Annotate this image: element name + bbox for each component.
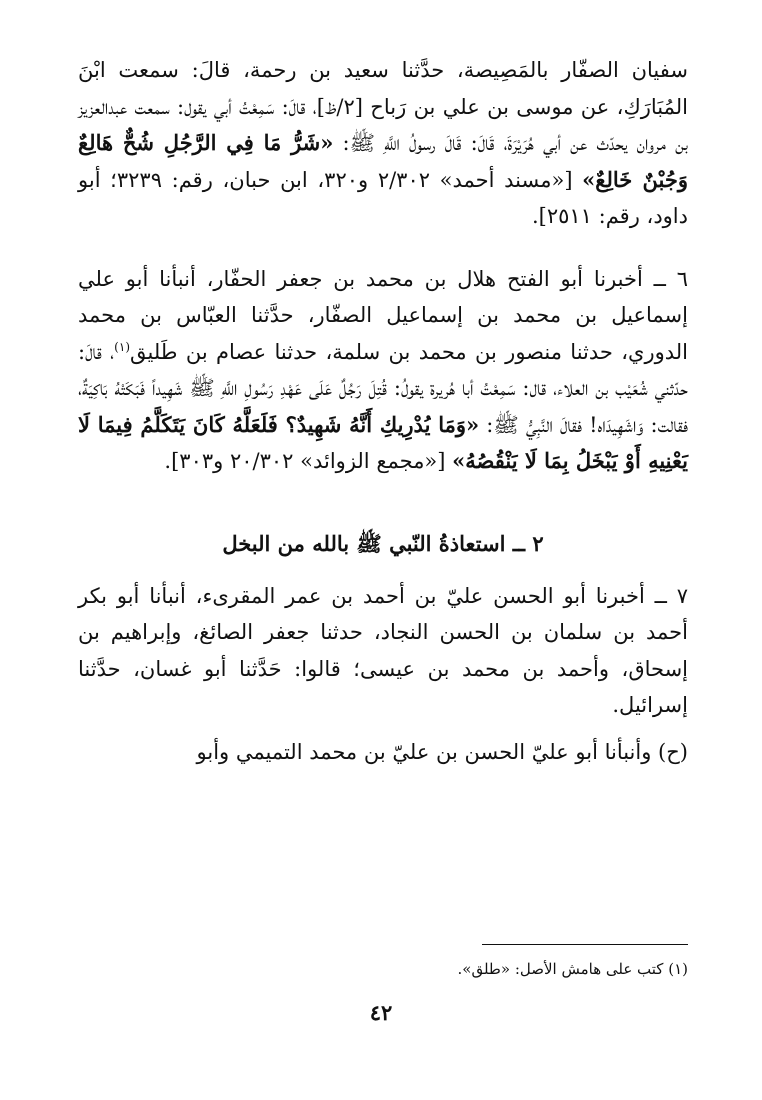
hadith-6-reference: [«مجمع الزوائد» ٢٠/٣٠٢ و٣٠٣]. <box>164 449 453 473</box>
page-body <box>78 52 688 770</box>
hadith-5-text: سفيان الصفّار بالمَصِيصة، حدَّثنا سعيد بن رحمة، قالَ: سمعت ابْنَ المُبَارَكِ، عن موسى بن علي بن رَباح [٢/ظ]، قالَ: سَمِعْتُ أبي يقول: سمعت عبدالعزيز بن مروان يحدّث عن أبي هُرَيْرَةَ، قَالَ: قَالَ رسولُ اللَّهِ ﷺ: <box>78 58 689 155</box>
footnote: (١) كتب على هامش الأصل: «طلق». <box>457 960 688 978</box>
hadith-6-text: ، قالَ: حدّثني شُعَيْب بن العلاء، قال: سَمِعْتُ أبا هُريرة يقولُ: قُتِلَ رَجُلٌ عَلَى عَهْدِ رَسُولِ اللَّهِ ﷺ شَهِيداً فَبَكَتْهُ بَاكِيَةٌ، فقالت: وَاشَهِيدَاه! فقالَ النَّبِيُّ ﷺ: <box>78 339 688 437</box>
footnote-ref[interactable]: (١) <box>114 339 130 354</box>
footnote-divider <box>482 944 688 945</box>
hadith-7-alt-chain <box>78 734 688 771</box>
hadith-6-chain: ٦ ــ أخبرنا أبو الفتح هلال بن محمد بن جعفر الحفّار، أنبأنا أبو علي إسماعيل بن محمد بن إسماعيل الصفّار، حدَّثنا العبّاس بن محمد الدوري، حدثنا منصور بن محمد بن سلمة، حدثنا عصام بن طَليق <box>78 266 688 364</box>
hadith-6-quote: «وَمَا يُدْرِيكِ أَنَّهُ شَهِيدٌ؟ فَلَعَلَّهُ كَانَ يَتَكَلَّمُ فِيمَا لَا يَعْنِيهِ أَوْ يَبْخَلُ بِمَا لَا يَنْقُصُهُ» <box>78 411 688 473</box>
hadith-7 <box>78 578 688 724</box>
hadith-5-reference: [«مسند أحمد» ٢/٣٠٢ و٣٢٠، ابن حبان، رقم: ٣٢٣٩؛ أبو داود، رقم: ٢٥١١]. <box>78 167 688 228</box>
hadith-5-quote: «شَرُّ مَا فِي الرَّجُلِ شُحٌّ هَالِعٌ وَجُبْنٌ خَالِعٌ» <box>78 130 688 192</box>
hadith-5-continuation <box>78 52 688 235</box>
hadith-7-chain: ٧ ــ أخبرنا أبو الحسن عليّ بن أحمد بن عمر المقرىء، أنبأنا أبو بكر أحمد بن سلمان بن الحسن النجاد، حدثنا جعفر الصائغ، وإبراهيم بن إسحاق، وأحمد بن محمد بن عيسى؛ قالوا: حَدَّثنا أبو غسان، حدَّثنا إسرائيل. <box>78 583 688 717</box>
page-number: ٤٢ <box>369 1000 393 1025</box>
hadith-6 <box>78 261 688 480</box>
section-heading: ٢ ــ استعاذةُ النّبي ﷺ بالله من البخل <box>222 530 544 556</box>
hadith-7-alt-text: (ح) وأنبأنا أبو عليّ الحسن بن عليّ بن محمد التميمي وأبو <box>196 739 688 764</box>
